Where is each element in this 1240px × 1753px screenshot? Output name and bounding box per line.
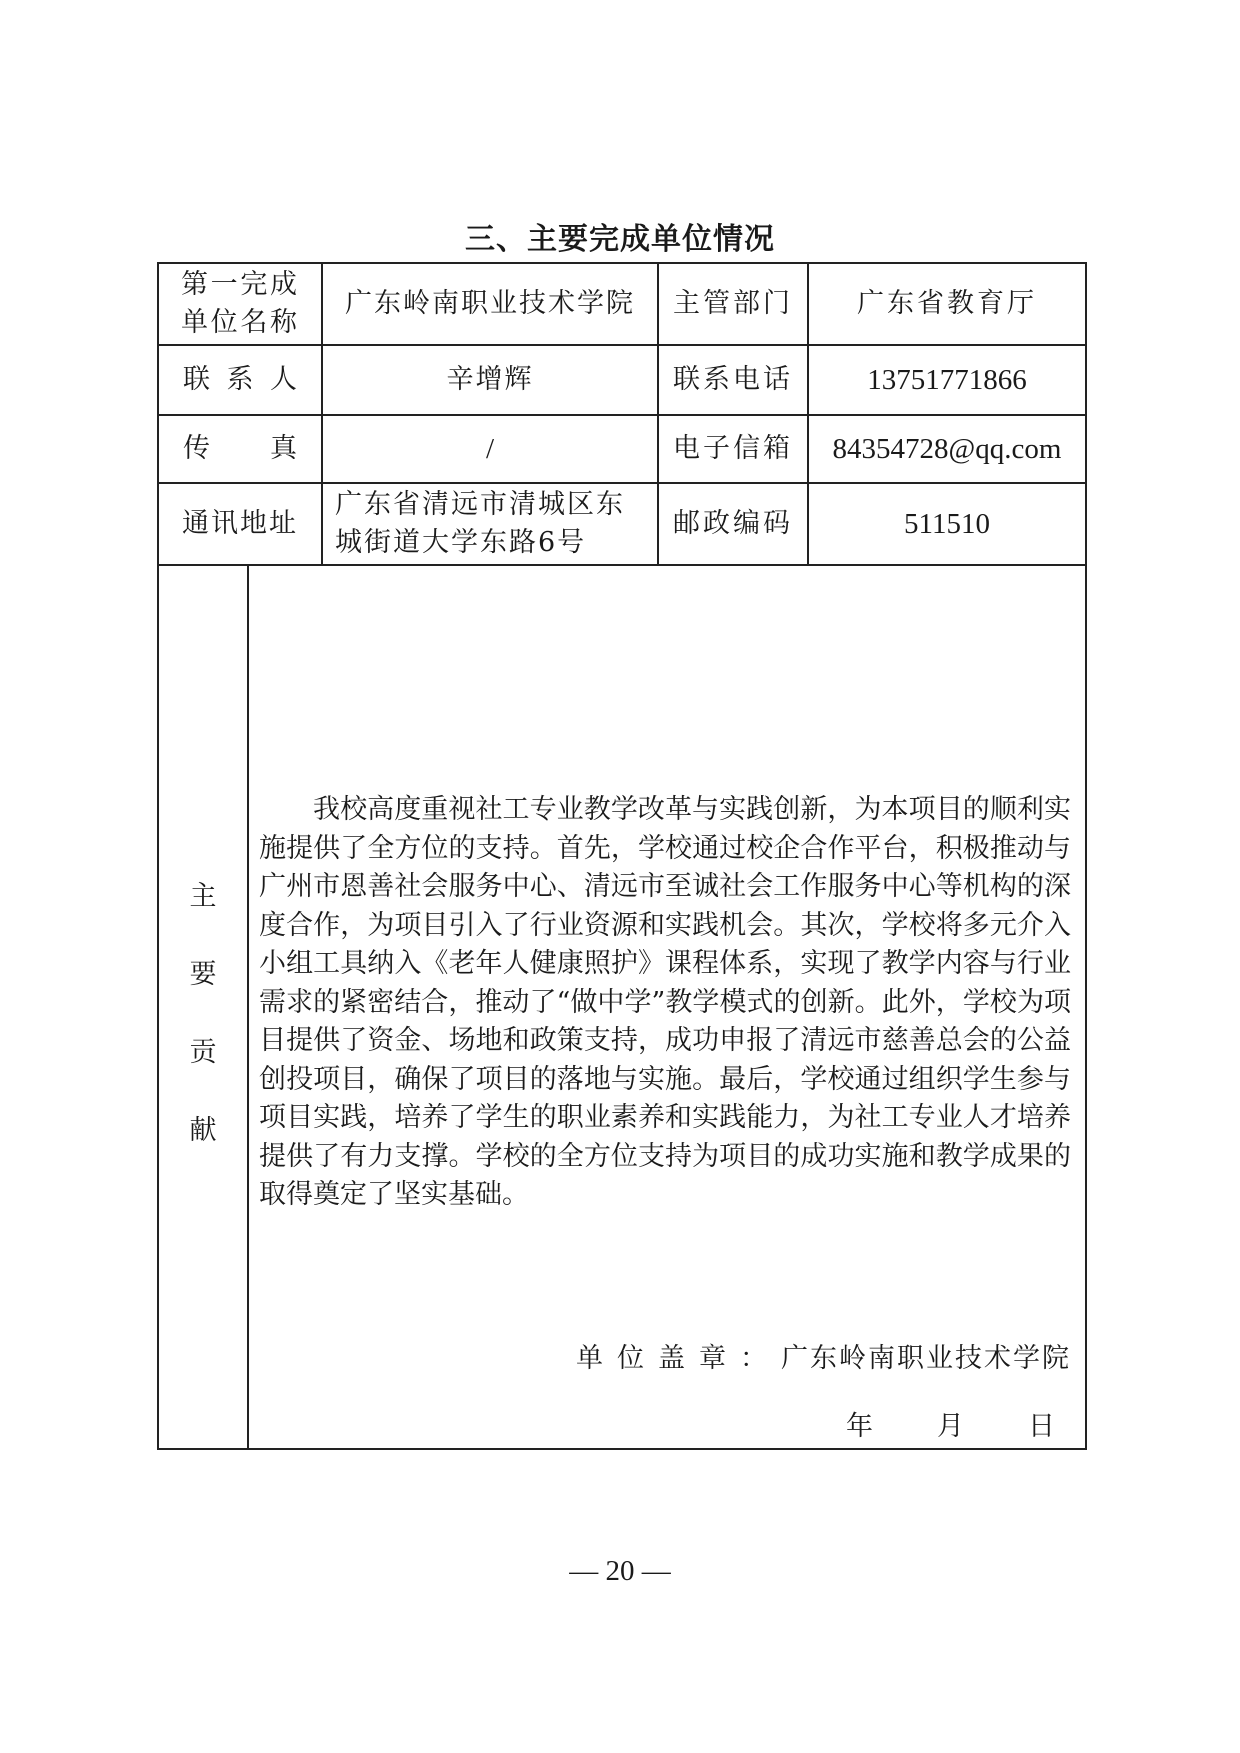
table-row: [158, 263, 1086, 345]
section-title: 三、主要完成单位情况: [465, 222, 775, 257]
table-row: [158, 345, 1086, 415]
contact-value: 辛增辉: [446, 364, 534, 395]
page-number: — 20 —: [569, 1555, 671, 1587]
table-row: [158, 415, 1086, 483]
postcode-label: 邮政编码: [673, 508, 793, 539]
phone-label-cell: [658, 345, 808, 415]
phone-value: 13751771866: [867, 364, 1027, 396]
seal-label: 单位盖章：: [576, 1343, 781, 1374]
phone-value-cell: [808, 345, 1086, 415]
address-value-cell: [322, 483, 658, 565]
unit-name-label-cell: [158, 263, 322, 345]
unit-name-value: 广东岭南职业技术学院: [345, 288, 635, 319]
email-value: 84354728@qq.com: [832, 433, 1062, 465]
fax-value: /: [485, 433, 495, 465]
contribution-label-char: 主: [189, 881, 217, 912]
postcode-label-cell: [658, 483, 808, 565]
contribution-text: 我校高度重视社工专业教学改革与实践创新，为本项目的顺利实施提供了全方位的支持。首先，学校通过校企合作平台，积极推动与广州市恩善社会服务中心、清远市至诚社会工作服务中心等机构的深度合作，为项目引入了行业资源和实践机会。其次，学校将多元介入小组工具纳入《老年人健康照护》课程体系，实现了教学内容与行业需求的紧密结合，推动了“做中学”教学模式的创新。此外，学校为项目提供了资金、场地和政策支持，成功申报了清远市慈善总会的公益创投项目，确保了项目的落地与实施。最后，学校通过组织学生参与项目实践，培养了学生的职业素养和实践能力，为社工专业人才培养提供了有力支撑。学校的全方位支持为项目的成功实施和教学成果的取得奠定了坚实基础。: [259, 794, 1071, 1210]
date-year: 年: [846, 1411, 873, 1442]
contribution-label-char: 要: [189, 959, 217, 990]
table-row: [158, 565, 1086, 1449]
fax-value-cell: [322, 415, 658, 483]
postcode-value: 511510: [904, 508, 990, 540]
fax-label-cell: [158, 415, 322, 483]
contact-value-cell: [322, 345, 658, 415]
contribution-label-char: 贡: [189, 1037, 217, 1068]
address-value: 广东省清远市清城区东城街道大学东路6号: [335, 489, 625, 558]
dept-value: 广东省教育厅: [857, 288, 1037, 319]
unit-name-value-cell: [322, 263, 658, 345]
dept-label-cell: [658, 263, 808, 345]
unit-info-table: [157, 262, 1087, 1450]
phone-label: 联系电话: [673, 364, 793, 395]
date-line: [846, 1404, 1055, 1443]
email-value-cell: [808, 415, 1086, 483]
table-row: [158, 483, 1086, 565]
address-label-cell: [158, 483, 322, 565]
dept-label: 主管部门: [673, 288, 793, 319]
seal-value: 广东岭南职业技术学院: [781, 1343, 1071, 1374]
unit-seal-line: [576, 1336, 1071, 1375]
contact-label-cell: [158, 345, 322, 415]
address-label: 通讯地址: [182, 508, 298, 539]
contact-label: 联系人: [183, 364, 297, 395]
fax-label: 传真: [183, 433, 297, 464]
unit-name-label: 第一完成单位名称: [181, 269, 299, 338]
contribution-label-char: 献: [189, 1115, 217, 1146]
email-label: 电子信箱: [673, 433, 793, 464]
dept-value-cell: [808, 263, 1086, 345]
contribution-label: [159, 566, 249, 1448]
date-month: 月: [937, 1411, 964, 1442]
postcode-value-cell: [808, 483, 1086, 565]
contribution-cell: [158, 565, 1086, 1449]
email-label-cell: [658, 415, 808, 483]
date-day: 日: [1028, 1411, 1055, 1442]
